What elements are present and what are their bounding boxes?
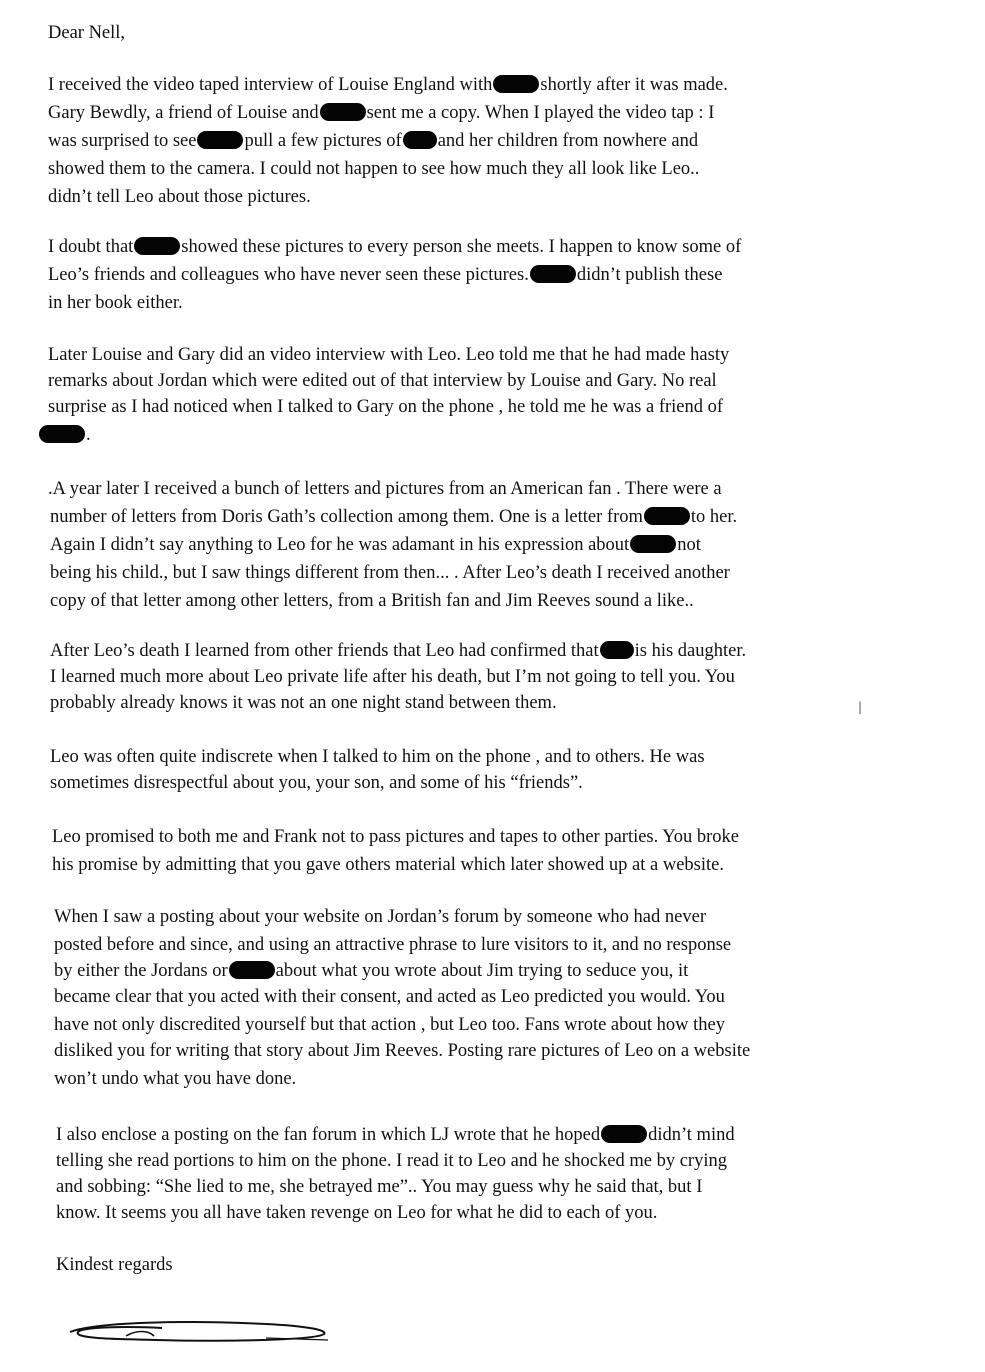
line-text: didn’t mind xyxy=(648,1125,735,1145)
letter-line xyxy=(48,74,728,96)
signature xyxy=(66,1318,336,1346)
letter-line xyxy=(54,934,731,956)
salutation: Dear Nell, xyxy=(48,23,126,43)
line-text: Leo promised to both me and Frank not to pass pictures and tapes to other parties. You broke xyxy=(52,827,739,847)
line-text: was surprised to see xyxy=(48,131,197,151)
letter-line xyxy=(56,1202,657,1224)
line-text: and sobbing: “She lied to me, she betrayed me”.. You may guess why he said that, but I xyxy=(56,1177,703,1197)
letter-line xyxy=(48,396,723,418)
line-text: telling she read portions to him on the phone. I read it to Leo and he shocked me by crying xyxy=(56,1151,727,1171)
letter-line xyxy=(54,1040,750,1062)
redaction-mark xyxy=(493,75,539,93)
letter-line xyxy=(50,692,557,714)
line-text: became clear that you acted with their consent, and acted as Leo predicted you would. You xyxy=(54,987,725,1007)
redaction-mark xyxy=(320,103,366,121)
redaction-mark xyxy=(601,1125,647,1143)
line-text: number of letters from Doris Gath’s collection among them. One is a letter from xyxy=(50,507,643,527)
line-text: showed these pictures to every person she meets. I happen to know some of xyxy=(181,237,742,257)
letter-line xyxy=(54,906,706,928)
letter-line xyxy=(48,102,714,124)
letter-line xyxy=(48,370,717,392)
scan-mark: | xyxy=(858,700,863,714)
line-text: I also enclose a posting on the fan forum in which LJ wrote that he hoped xyxy=(56,1125,601,1145)
redaction-mark xyxy=(229,961,275,979)
letter-line xyxy=(50,666,735,688)
letter-line xyxy=(48,236,741,258)
line-text: not xyxy=(677,535,701,555)
line-text: After Leo’s death I learned from other friends that Leo had confirmed that xyxy=(50,641,599,661)
line-text: posted before and since, and using an attractive phrase to lure visitors to it, and no response xyxy=(54,935,732,955)
letter-line xyxy=(52,854,724,876)
line-text: have not only discredited yourself but that action , but Leo too. Fans wrote about how they xyxy=(54,1015,725,1035)
line-text: copy of that letter among other letters, from a British fan and Jim Reeves sound a like.. xyxy=(50,591,694,611)
line-text: .A year later I received a bunch of letters and pictures from an American fan . There were a xyxy=(48,479,722,499)
letter-line xyxy=(54,1068,296,1090)
line-text: disliked you for writing that story about Jim Reeves. Posting rare pictures of Leo on a website xyxy=(54,1041,751,1061)
letter-line xyxy=(54,960,688,982)
letter-line xyxy=(50,534,701,556)
letter-line xyxy=(48,292,183,314)
letter-line xyxy=(50,590,694,612)
line-text: sometimes disrespectful about you, your son, and some of his “friends”. xyxy=(50,773,583,793)
line-text: Gary Bewdly, a friend of Louise and xyxy=(48,103,319,123)
redaction-mark xyxy=(134,237,180,255)
letter-line xyxy=(48,130,698,152)
redaction-mark xyxy=(630,535,676,553)
line-text: about what you wrote about Jim trying to seduce you, it xyxy=(275,961,689,981)
letter-line xyxy=(50,562,730,584)
letter-line xyxy=(56,1150,727,1172)
line-text: to her. xyxy=(690,507,738,527)
line-text: didn’t tell Leo about those pictures. xyxy=(48,187,311,207)
line-text: won’t undo what you have done. xyxy=(54,1069,297,1089)
redaction-mark xyxy=(530,265,576,283)
redaction-mark xyxy=(600,641,634,659)
line-text: by either the Jordans or xyxy=(54,961,228,981)
line-text: sent me a copy. When I played the video tap : I xyxy=(366,103,715,123)
line-text: being his child., but I saw things different from then... . After Leo’s death I received another xyxy=(50,563,730,583)
line-text: probably already knows it was not an one night stand between them. xyxy=(50,693,557,713)
letter-line xyxy=(48,478,722,500)
line-text: I learned much more about Leo private life after his death, but I’m not going to tell you. You xyxy=(50,667,735,687)
letter-line xyxy=(56,1176,702,1198)
line-text: and her children from nowhere and xyxy=(437,131,699,151)
line-text: remarks about Jordan which were edited out of that interview by Louise and Gary. No real xyxy=(48,371,717,391)
line-text: in her book either. xyxy=(48,293,183,313)
line-text: Leo’s friends and colleagues who have never seen these pictures. xyxy=(48,265,529,285)
letter-line xyxy=(48,344,729,366)
line-text: I received the video taped interview of Louise England with xyxy=(48,75,493,95)
letter-line xyxy=(50,506,737,528)
line-text: pull a few pictures of xyxy=(244,131,402,151)
closing: Kindest regards xyxy=(56,1255,173,1275)
line-text: . xyxy=(86,425,91,445)
letter-line xyxy=(48,158,699,180)
line-text: surprise as I had noticed when I talked to Gary on the phone , he told me he was a friend of xyxy=(48,397,724,417)
letter-line xyxy=(50,772,583,794)
line-text: know. It seems you all have taken revenge on Leo for what he did to each of you. xyxy=(56,1203,658,1223)
letter-line xyxy=(48,264,722,286)
redaction-mark xyxy=(39,425,85,443)
line-text: I doubt that xyxy=(48,237,134,257)
letter-line xyxy=(38,424,91,446)
line-text: showed them to the camera. I could not happen to see how much they all look like Leo.. xyxy=(48,159,700,179)
line-text: his promise by admitting that you gave others material which later showed up at a website. xyxy=(52,855,724,875)
line-text: When I saw a posting about your website on Jordan’s forum by someone who had never xyxy=(54,907,706,927)
letter-line xyxy=(50,746,705,768)
redaction-mark xyxy=(644,507,690,525)
letter-line xyxy=(52,826,739,848)
line-text: shortly after it was made. xyxy=(540,75,728,95)
line-text: Leo was often quite indiscrete when I talked to him on the phone , and to others. He was xyxy=(50,747,705,767)
line-text: is his daughter. xyxy=(634,641,747,661)
redaction-mark xyxy=(197,131,243,149)
line-text: Later Louise and Gary did an video interview with Leo. Leo told me that he had made hasty xyxy=(48,345,730,365)
letter-line xyxy=(48,186,311,208)
letter-line xyxy=(54,986,725,1008)
letter-line xyxy=(56,1124,735,1146)
letter-line xyxy=(54,1014,725,1036)
line-text: didn’t publish these xyxy=(576,265,723,285)
redaction-mark xyxy=(403,131,437,149)
letter-line xyxy=(50,640,746,662)
line-text: Again I didn’t say anything to Leo for he was adamant in his expression about xyxy=(50,535,630,555)
